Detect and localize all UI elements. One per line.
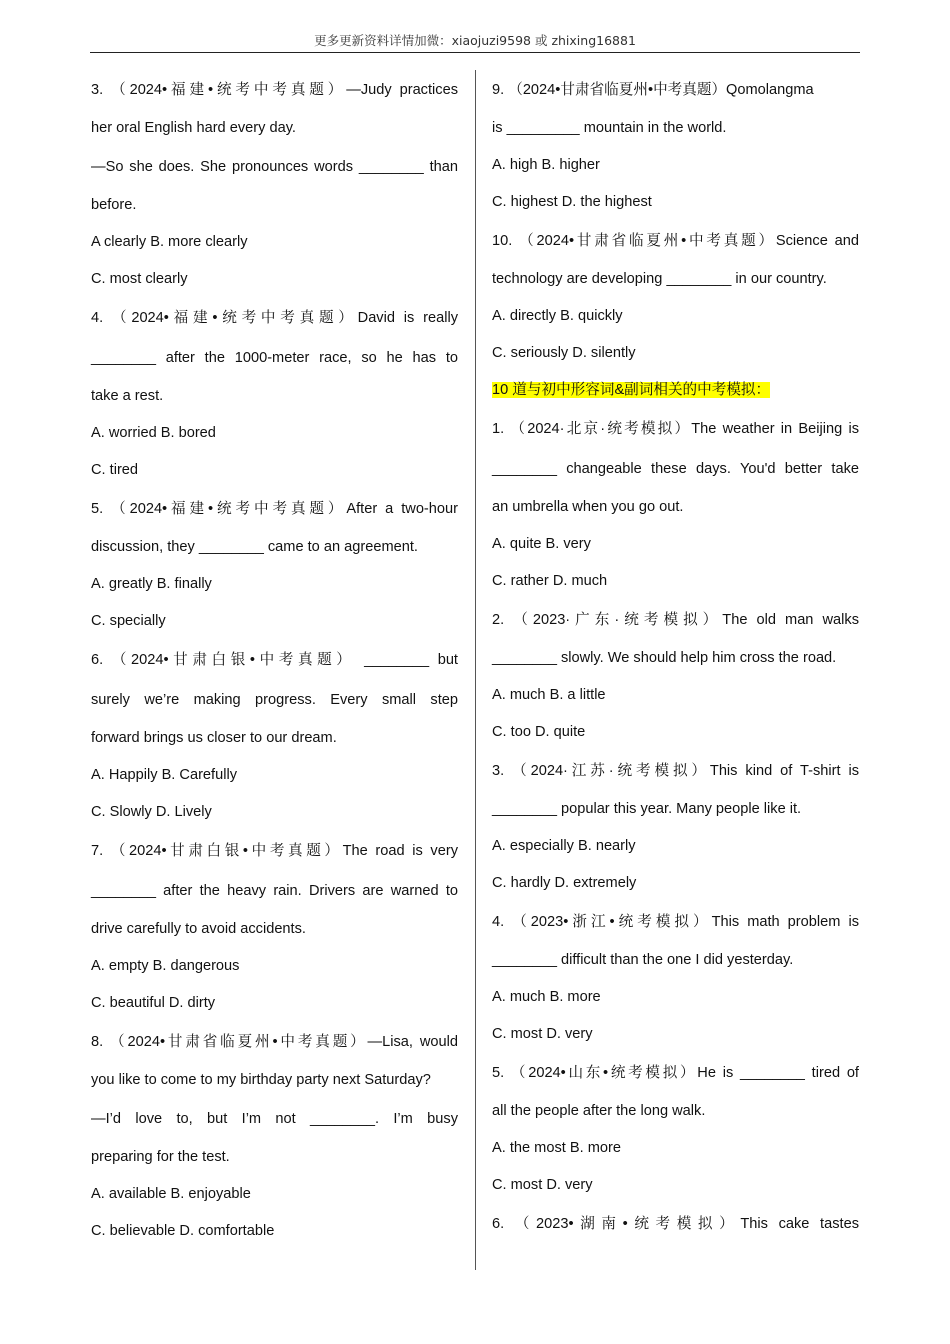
right-line: A. the most B. more [492,1140,621,1156]
right-line: C. hardly D. extremely [492,875,637,891]
left-line: ________ after the 1000-meter race, so he has to [91,350,458,366]
left-line: before. [91,197,137,213]
right-line: 4. （2023•浙江•统考模拟）This math problem is [492,914,859,930]
left-line: preparing for the test. [91,1149,230,1165]
left-line: —I’d love to, but I’m not ________. I’m busy [91,1111,458,1127]
right-line: A. quite B. very [492,536,591,552]
left-line: ________ after the heavy rain. Drivers are warned to [91,883,458,899]
left-line: you like to come to my birthday party next Saturday? [91,1072,431,1088]
page-header: 更多更新资料详情加微：xiaojuzi9598 或 zhixing16881 [90,30,860,53]
right-line: 6. （2023•湖南•统考模拟）This cake tastes [492,1216,859,1232]
left-line: C. most clearly [91,271,188,287]
left-line: surely we’re making progress. Every small step [91,692,458,708]
right-line: is _________ mountain in the world. [492,120,727,136]
right-line: C. too D. quite [492,724,586,740]
right-line: ________ difficult than the one I did yesterday. [492,952,794,968]
left-line: A clearly B. more clearly [91,234,248,250]
left-line: C. specially [91,613,166,629]
left-line: —So she does. She pronounces words ________ than [91,159,458,175]
right-line: ________ changeable these days. You'd better take [492,461,859,477]
left-line: A. worried B. bored [91,425,216,441]
right-line: A. much B. a little [492,687,606,703]
left-line: A. available B. enjoyable [91,1186,251,1202]
left-line: A. greatly B. finally [91,576,212,592]
right-line: all the people after the long walk. [492,1103,706,1119]
left-column [91,70,458,1250]
left-line: 8. （2024•甘肃省临夏州•中考真题）—Lisa, would [91,1034,458,1050]
left-line: 3. （2024•福建•统考中考真题）—Judy practices [91,82,458,98]
right-line: ________ slowly. We should help him cross the road. [492,650,837,666]
right-line: A. high B. higher [492,157,600,173]
left-line: drive carefully to avoid accidents. [91,921,306,937]
left-line: C. tired [91,462,139,478]
right-line: C. rather D. much [492,573,608,589]
left-line: C. believable D. comfortable [91,1223,275,1239]
left-line: forward brings us closer to our dream. [91,730,337,746]
right-line [492,372,859,409]
right-line: ________ popular this year. Many people like it. [492,801,802,817]
right-line: 9. （2024•甘肃省临夏州•中考真题）Qomolangma [492,82,814,98]
right-line: 1. （2024·北京·统考模拟）The weather in Beijing is [492,421,859,437]
left-line: her oral English hard every day. [91,120,296,136]
right-line: C. most D. very [492,1177,593,1193]
left-line: A. Happily B. Carefully [91,767,237,783]
right-line: 2. （2023·广东·统考模拟）The old man walks [492,612,859,628]
right-line: 5. （2024•山东•统考模拟）He is ________ tired of [492,1065,859,1081]
right-line: C. most D. very [492,1026,593,1042]
right-line: C. seriously D. silently [492,345,636,361]
section-heading: 10 道与初中形容词&副词相关的中考模拟： [492,382,771,398]
left-line: discussion, they ________ came to an agreement. [91,539,418,555]
right-line: A. especially B. nearly [492,838,636,854]
right-line: 10. （2024•甘肃省临夏州•中考真题）Science and [492,233,859,249]
right-column [492,70,859,1244]
right-line: an umbrella when you go out. [492,499,684,515]
right-line: A. much B. more [492,989,601,1005]
right-line: C. highest D. the highest [492,194,652,210]
right-line: technology are developing ________ in our country. [492,271,827,287]
right-line: 3. （2024·江苏·统考模拟）This kind of T-shirt is [492,763,859,779]
left-line: C. Slowly D. Lively [91,804,212,820]
left-line: 5. （2024•福建•统考中考真题）After a two-hour [91,501,458,517]
column-divider [475,70,476,1270]
left-line: take a rest. [91,388,164,404]
left-line: C. beautiful D. dirty [91,995,216,1011]
right-line: A. directly B. quickly [492,308,623,324]
left-line: A. empty B. dangerous [91,958,240,974]
left-line: 4. （2024•福建•统考中考真题）David is really [91,310,458,326]
left-line: 7. （2024•甘肃白银•中考真题）The road is very [91,843,458,859]
left-line: 6. （2024•甘肃白银•中考真题） ________ but [91,652,458,668]
